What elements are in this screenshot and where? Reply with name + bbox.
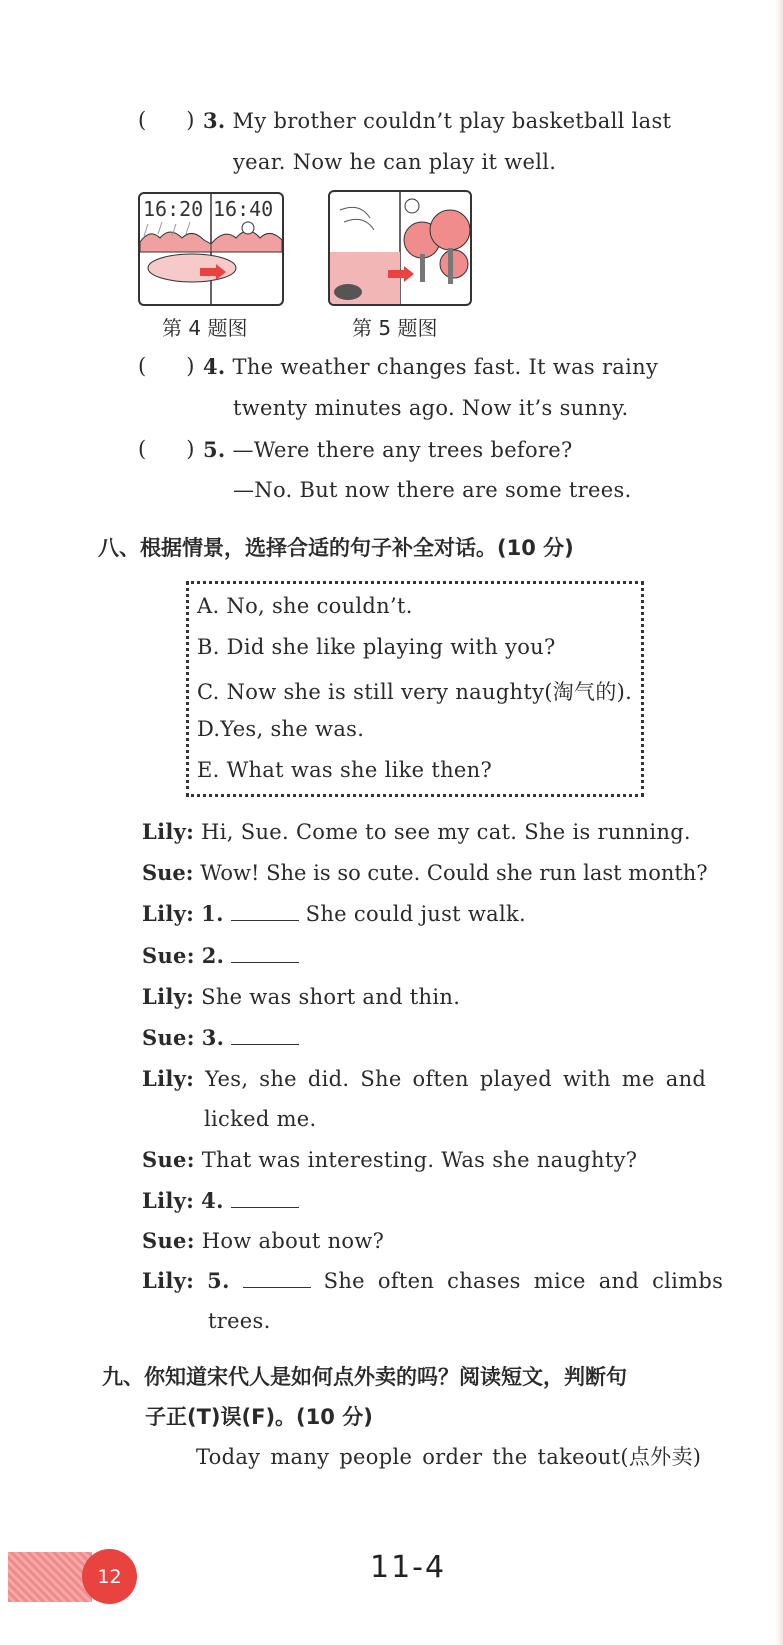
footer-decoration xyxy=(8,1552,92,1602)
dialog-line: Sue: 2. xyxy=(142,943,299,968)
page-number: 12 xyxy=(82,1549,137,1604)
rain-to-sun-illustration xyxy=(140,194,282,304)
handwritten-note: 11-4 xyxy=(370,1550,447,1585)
answer-paren[interactable]: ( ) xyxy=(138,437,195,461)
dialog-line: Lily: 1. She could just walk. xyxy=(142,901,526,926)
dialog-line-cont: trees. xyxy=(208,1309,271,1333)
answer-blank-1[interactable] xyxy=(231,919,299,921)
weather-picture xyxy=(138,192,284,306)
dialog-line: Lily: 5. She often chases mice and climbs xyxy=(142,1268,724,1293)
dialog-line: Sue: How about now? xyxy=(142,1228,385,1253)
time-right: 16:40 xyxy=(213,197,274,221)
option-b: B. Did she like playing with you? xyxy=(197,635,556,659)
option-d: D.Yes, she was. xyxy=(197,717,365,741)
page-edge xyxy=(775,0,783,1645)
dialog-line: Lily: Hi, Sue. Come to see my cat. She is running. xyxy=(142,819,691,844)
dialog-line: Sue: That was interesting. Was she naughty? xyxy=(142,1147,638,1172)
dialog-line: Sue: Wow! She is so cute. Could she run last month? xyxy=(142,860,708,885)
option-c: C. Now she is still very naughty(淘气的). xyxy=(197,680,633,704)
caption-4: 第 4 题图 xyxy=(162,316,248,340)
dialog-line-cont: licked me. xyxy=(204,1107,317,1131)
answer-blank-3[interactable] xyxy=(231,1043,299,1045)
answer-blank-5[interactable] xyxy=(243,1286,311,1288)
dialog-line: Lily: Yes, she did. She often played with me and xyxy=(142,1066,707,1091)
question-4-cont: twenty minutes ago. Now it’s sunny. xyxy=(233,396,629,420)
dialog-line: Sue: 3. xyxy=(142,1025,299,1050)
time-left: 16:20 xyxy=(143,197,204,221)
question-5-cont: —No. But now there are some trees. xyxy=(233,478,632,502)
section-8-header: 八、根据情景，选择合适的句子补全对话。(10 分) xyxy=(98,536,574,560)
option-a: A. No, she couldn’t. xyxy=(197,594,413,618)
section-9-header-cont: 子正(T)误(F)。(10 分) xyxy=(145,1405,373,1429)
answer-blank-4[interactable] xyxy=(231,1206,299,1208)
answer-blank-2[interactable] xyxy=(231,961,299,963)
dialog-line: Lily: 4. xyxy=(142,1188,299,1213)
bare-to-trees-illustration xyxy=(330,192,470,304)
answer-paren[interactable]: ( ) xyxy=(138,108,195,132)
answer-paren[interactable]: ( ) xyxy=(138,354,195,378)
caption-5: 第 5 题图 xyxy=(352,316,438,340)
option-e: E. What was she like then? xyxy=(197,758,493,782)
section-9-header: 九、你知道宋代人是如何点外卖的吗？阅读短文，判断句 xyxy=(102,1365,627,1389)
question-3: 3. My brother couldn’t play basketball last xyxy=(203,108,672,133)
question-3-cont: year. Now he can play it well. xyxy=(233,150,557,174)
dialog-line: Lily: She was short and thin. xyxy=(142,984,461,1009)
question-5: 5. —Were there any trees before? xyxy=(203,437,573,462)
trees-picture xyxy=(328,190,472,306)
passage-start: Today many people order the takeout(点外卖) xyxy=(196,1445,702,1469)
question-4: 4. The weather changes fast. It was rainy xyxy=(203,354,659,379)
